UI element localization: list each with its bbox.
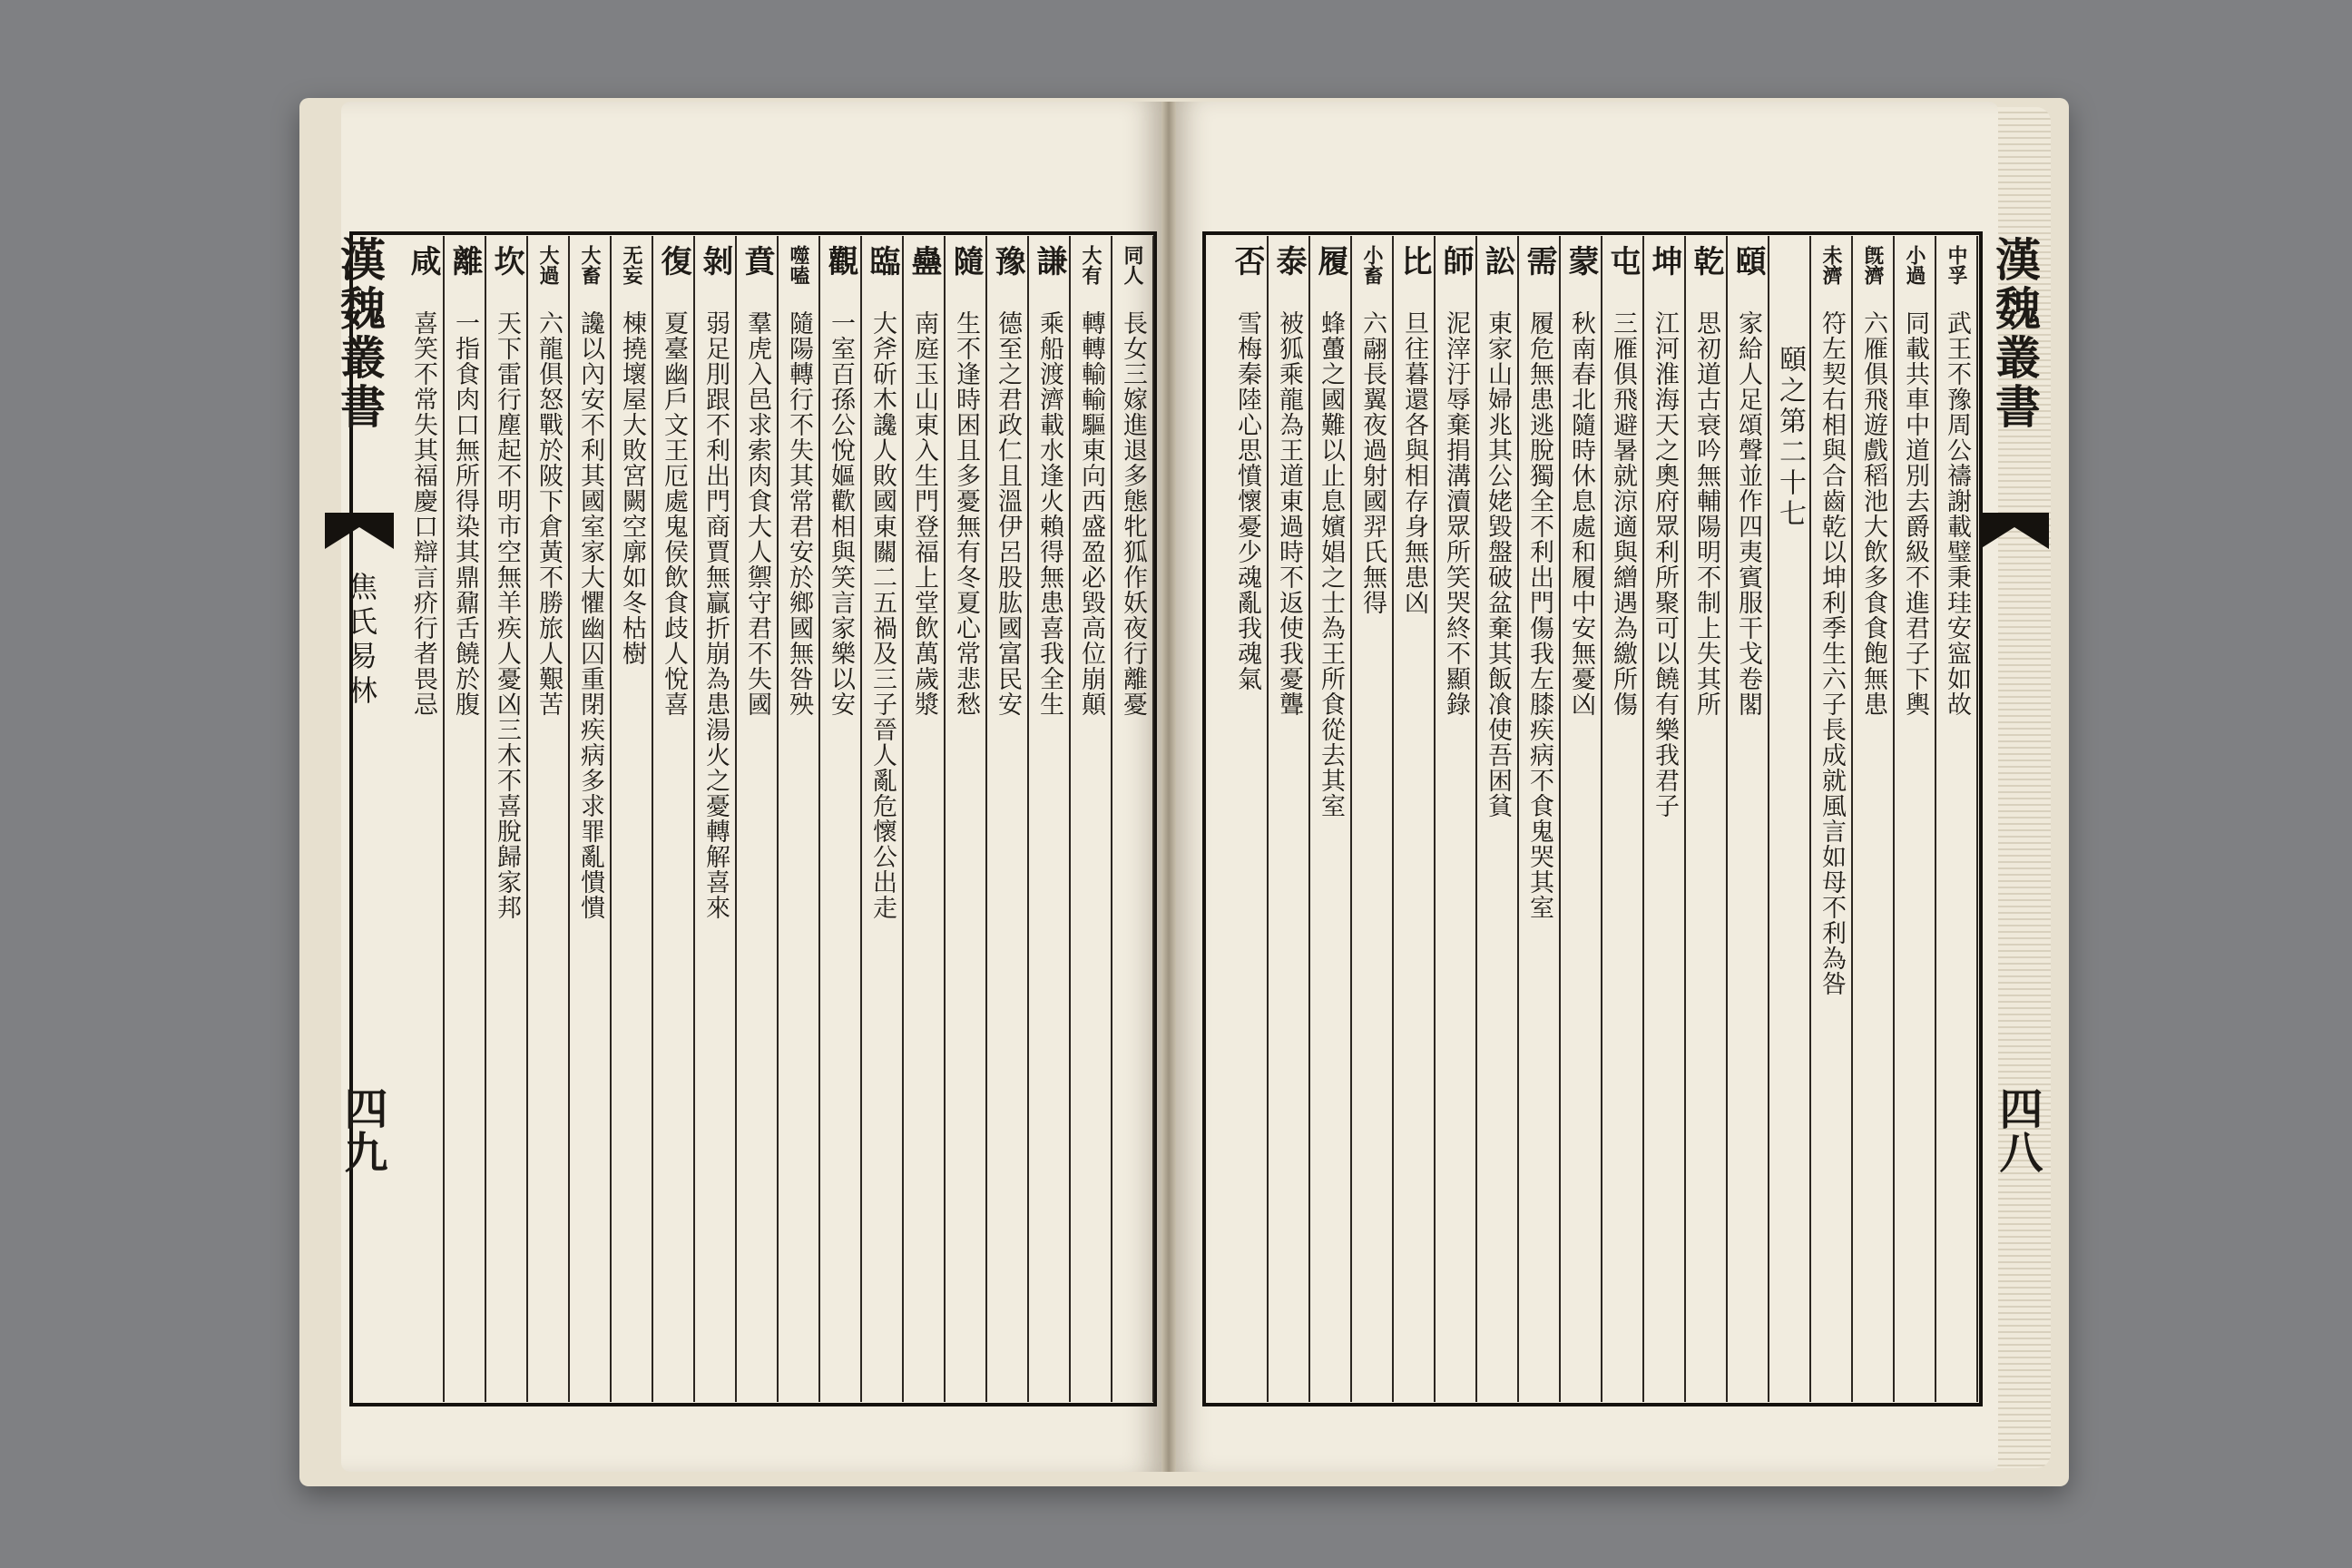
hexagram-name: 屯 xyxy=(1604,245,1641,276)
text-column xyxy=(1811,236,1853,1402)
verse-text: 泥滓汙辱棄捐溝瀆眾所笑哭終不顯錄 xyxy=(1442,310,1470,717)
text-column xyxy=(1686,236,1728,1402)
hexagram-name: 大有 xyxy=(1079,245,1102,285)
verse-text: 家給人足頌聲並作四夷賓服干戈卷閣 xyxy=(1734,310,1762,717)
text-column xyxy=(695,236,737,1402)
text-column xyxy=(904,236,946,1402)
verse-text: 六雁俱飛遊戲稻池大飲多食食飽無患 xyxy=(1859,310,1887,717)
hexagram-name: 未濟 xyxy=(1819,245,1843,285)
text-column xyxy=(570,236,612,1402)
text-column xyxy=(1436,236,1477,1402)
hexagram-name: 豫 xyxy=(989,245,1025,276)
verse-text: 羣虎入邑求索肉食大人禦守君不失國 xyxy=(743,310,771,717)
text-column xyxy=(1477,236,1519,1402)
verse-text: 讒以內安不利其國室家大懼幽囚重閉疾病多求罪亂憒憒 xyxy=(576,310,604,920)
text-column xyxy=(1269,236,1310,1402)
hexagram-name: 小過 xyxy=(1903,245,1926,285)
verse-text: 一指食肉口無所得染其鼎鼐舌饒於腹 xyxy=(451,310,479,717)
hexagram-name: 離 xyxy=(446,245,483,276)
verse-text: 符左契右相與合齒乾以坤利季生六子長成就風言如母不利為咎 xyxy=(1818,310,1846,996)
verse-text: 一室百孫公悅嫗歡相與笑言家樂以安 xyxy=(827,310,855,717)
text-column xyxy=(1769,236,1811,1402)
verse-text: 三雁俱飛避暑就涼適與繒遇為繳所傷 xyxy=(1609,310,1637,717)
verse-text: 六翮長翼夜過射國羿氏無得 xyxy=(1358,310,1387,615)
hexagram-name: 坤 xyxy=(1646,245,1682,276)
text-column xyxy=(1853,236,1895,1402)
verse-text: 思初道古衰吟無輔陽明不制上失其所 xyxy=(1692,310,1720,717)
text-column xyxy=(1728,236,1769,1402)
hexagram-name: 噬嗑 xyxy=(787,245,810,285)
verse-text: 旦往暮還各與相存身無患凶 xyxy=(1400,310,1428,615)
verse-text: 長女三嫁進退多態牝狐作妖夜行離憂 xyxy=(1119,310,1147,717)
text-column xyxy=(486,236,528,1402)
text-column xyxy=(1029,236,1071,1402)
verse-text: 履危無患逃脫獨全不利出門傷我左膝疾病不食鬼哭其室 xyxy=(1525,310,1553,920)
verse-text: 同載共車中道別去爵級不進君子下輿 xyxy=(1901,310,1929,717)
verse-text: 棟撓壞屋大敗宮闕空廓如冬枯樹 xyxy=(618,310,646,666)
hexagram-name: 訟 xyxy=(1479,245,1515,276)
hexagram-name: 謙 xyxy=(1031,245,1067,276)
verse-text: 生不逢時困且多憂無有冬夏心常悲愁 xyxy=(952,310,980,717)
text-column xyxy=(1394,236,1436,1402)
hexagram-name: 旣濟 xyxy=(1861,245,1885,285)
verse-text: 蜂蠆之國難以止息嬪娼之士為王所食從去其室 xyxy=(1317,310,1345,818)
text-column xyxy=(1310,236,1352,1402)
text-column xyxy=(612,236,653,1402)
verse-text: 德至之君政仁且溫伊呂股肱國富民安 xyxy=(994,310,1022,717)
verse-text: 弱足刖跟不利出門商賈無贏折崩為患湯火之憂轉解喜來 xyxy=(701,310,730,920)
verse-text: 喜笑不常失其福慶口辯言疥行者畏忌 xyxy=(409,310,437,717)
text-column xyxy=(946,236,987,1402)
left-book-title: 焦氏易林 xyxy=(344,572,378,710)
hexagram-name: 隨 xyxy=(947,245,984,276)
text-column xyxy=(862,236,904,1402)
hexagram-name: 蠱 xyxy=(906,245,942,276)
left-series-title: 漢魏叢書 xyxy=(333,236,387,432)
text-column xyxy=(1071,236,1112,1402)
hexagram-name: 復 xyxy=(655,245,691,276)
hexagram-name: 師 xyxy=(1437,245,1474,276)
text-column xyxy=(445,236,486,1402)
hexagram-name: 臨 xyxy=(864,245,900,276)
verse-text: 武王不豫周公禱謝載璧秉珪安寍如故 xyxy=(1943,310,1971,717)
hexagram-name: 剝 xyxy=(697,245,733,276)
hexagram-name: 乾 xyxy=(1688,245,1724,276)
text-column xyxy=(1602,236,1644,1402)
chapter-heading: 頤之第二十七 xyxy=(1774,345,1806,530)
text-column xyxy=(1352,236,1394,1402)
verse-text: 隨陽轉行不失其常君安於鄉國無咎殃 xyxy=(785,310,813,717)
verse-text: 東家山婦兆其公姥毀盤破盆棄其飯飡使吾困貧 xyxy=(1484,310,1512,818)
hexagram-name: 无妄 xyxy=(620,245,643,285)
hexagram-name: 賁 xyxy=(739,245,775,276)
hexagram-name: 需 xyxy=(1521,245,1557,276)
text-column xyxy=(1936,236,1978,1402)
text-column xyxy=(1561,236,1602,1402)
verse-text: 乘船渡濟載水逢火賴得無患喜我全生 xyxy=(1035,310,1063,717)
text-column xyxy=(779,236,820,1402)
hexagram-name: 同人 xyxy=(1121,245,1144,285)
hexagram-name: 否 xyxy=(1229,245,1265,276)
left-leaf-number: 四九 xyxy=(337,1086,387,1173)
verse-text: 天下雷行塵起不明市空無羊疾人憂凶三木不喜脫歸家邦 xyxy=(493,310,521,920)
verse-text: 轉轉輸輸驅東向西盛盈必毀高位崩顛 xyxy=(1077,310,1105,717)
right-leaf-number: 四八 xyxy=(1992,1086,2043,1173)
text-column xyxy=(528,236,570,1402)
text-column xyxy=(987,236,1029,1402)
hexagram-name: 大畜 xyxy=(578,245,602,285)
hexagram-name: 頤 xyxy=(1730,245,1766,276)
verse-text: 被狐乘龍為王道東過時不返使我憂聾 xyxy=(1275,310,1303,717)
hexagram-name: 履 xyxy=(1312,245,1348,276)
hexagram-name: 蒙 xyxy=(1563,245,1599,276)
verse-text: 夏臺幽戶文王厄處鬼侯飲食歧人悅喜 xyxy=(660,310,688,717)
hexagram-name: 坎 xyxy=(488,245,524,276)
hexagram-name: 泰 xyxy=(1270,245,1307,276)
hexagram-name: 咸 xyxy=(405,245,441,276)
text-column xyxy=(1519,236,1561,1402)
text-column xyxy=(737,236,779,1402)
verse-text: 六龍俱怒戰於陂下倉黃不勝旅人艱苦 xyxy=(534,310,563,717)
verse-text: 大斧斫木讒人敗國東關二五禍及三子晉人亂危懷公出走 xyxy=(868,310,897,920)
verse-text: 雪梅秦陸心思憤懷憂少魂亂我魂氣 xyxy=(1233,310,1261,691)
text-column xyxy=(820,236,862,1402)
text-column xyxy=(1227,236,1269,1402)
text-column xyxy=(403,236,445,1402)
hexagram-name: 中孚 xyxy=(1945,245,1968,285)
text-column xyxy=(1112,236,1154,1402)
verse-text: 江河淮海天之奧府眾利所聚可以饒有樂我君子 xyxy=(1651,310,1679,818)
hexagram-name: 觀 xyxy=(822,245,858,276)
text-column xyxy=(1895,236,1936,1402)
verse-text: 秋南春北隨時休息處和履中安無憂凶 xyxy=(1567,310,1595,717)
book-gutter xyxy=(1161,102,1176,1472)
hexagram-name: 比 xyxy=(1396,245,1432,276)
hexagram-name: 小畜 xyxy=(1360,245,1384,285)
text-column xyxy=(1644,236,1686,1402)
hexagram-name: 大過 xyxy=(536,245,560,285)
text-column xyxy=(653,236,695,1402)
right-series-title: 漢魏叢書 xyxy=(1988,236,2042,432)
verse-text: 南庭玉山東入生門登福上堂飲萬歲漿 xyxy=(910,310,938,717)
